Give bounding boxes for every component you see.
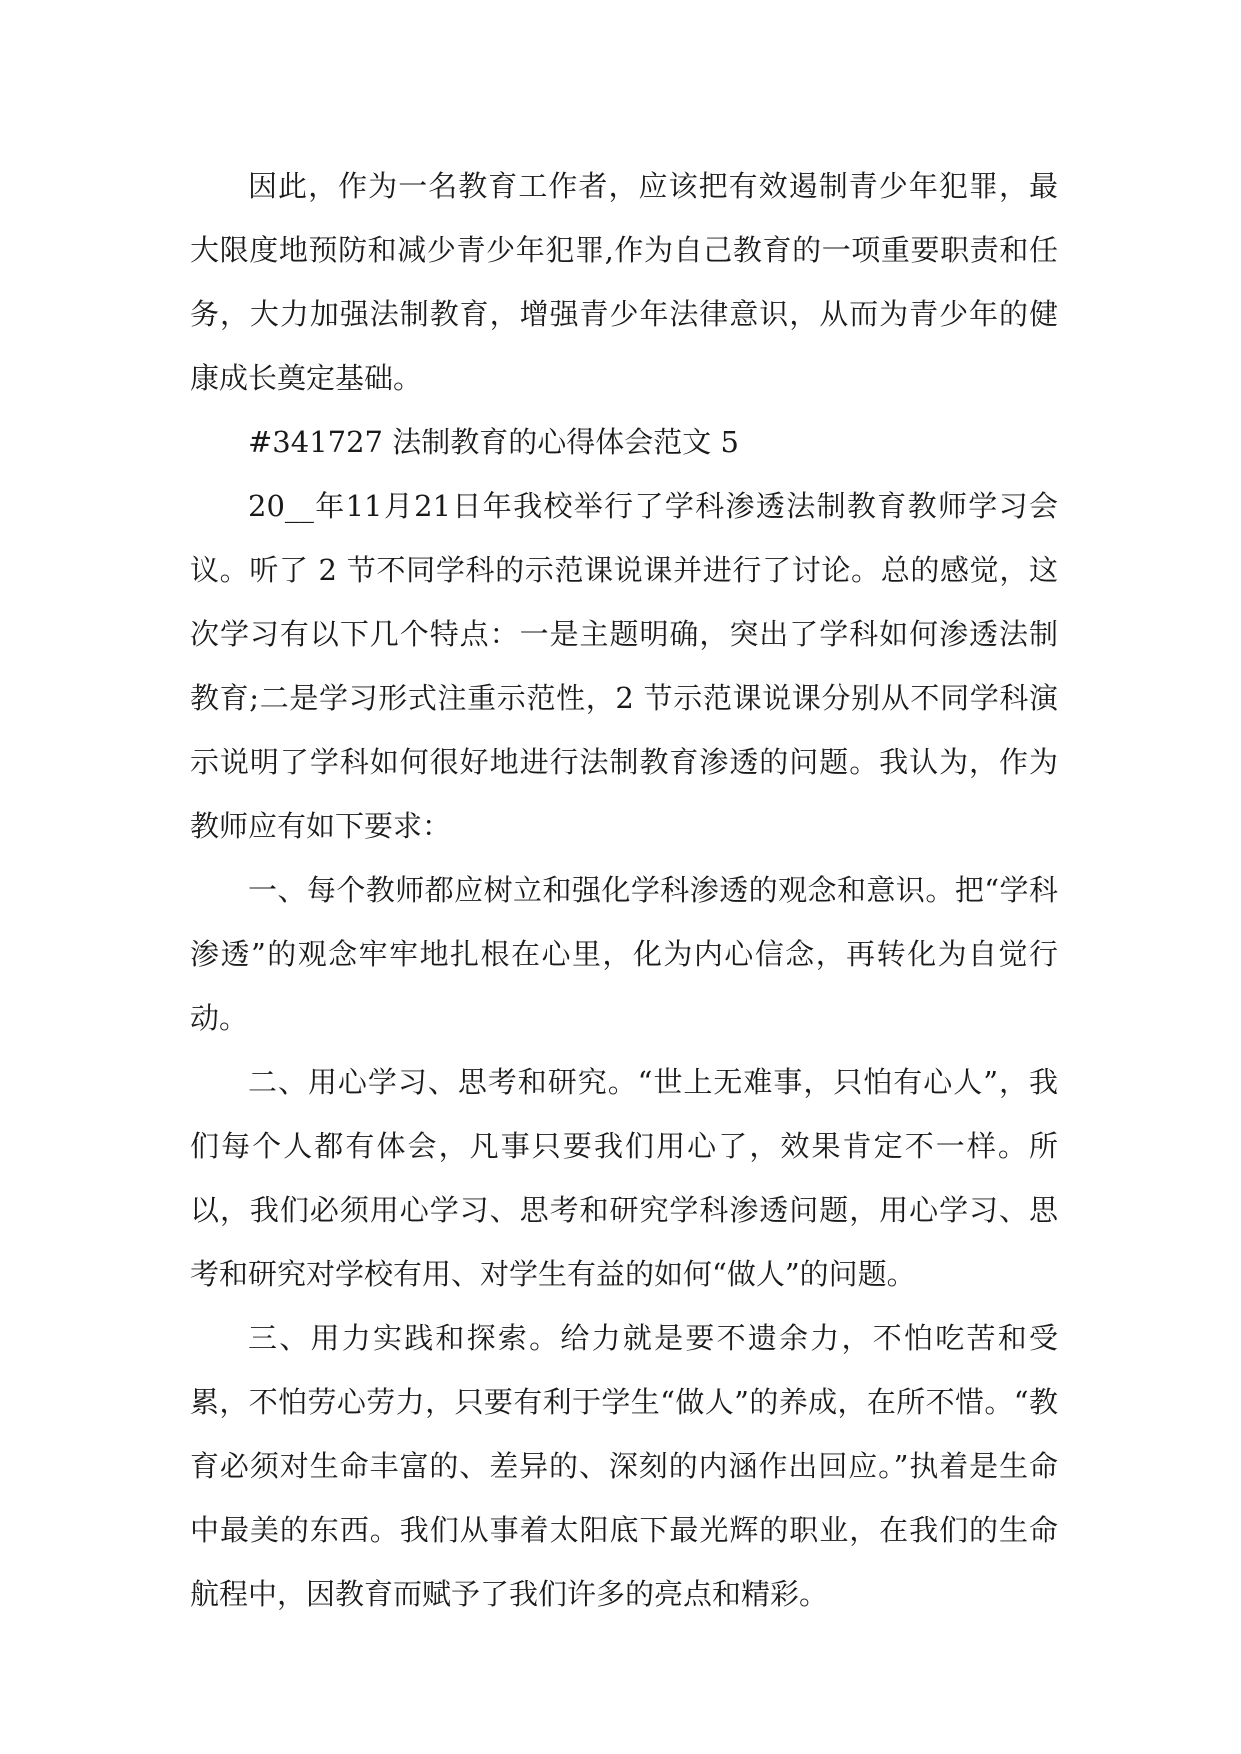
paragraph-point-one: 一、每个教师都应树立和强化学科渗透的观念和意识。把“学科渗透”的观念牢牢地扎根在心里，化为内心信念，再转化为自觉行动。 [190, 873, 1058, 1035]
paragraph-point-three: 三、用力实践和探索。给力就是要不遗余力，不怕吃苦和受累，不怕劳心劳力，只要有利于学生“做人”的养成，在所不惜。“教育必须对生命丰富的、差异的、深刻的内涵作出回应。”执着是生命中最美的东西。我们从事着太阳底下最光辉的职业，在我们的生命航程中，因教育而赋予了我们许多的亮点和精彩。 [190, 1321, 1058, 1611]
paragraph-point-two: 二、用心学习、思考和研究。“世上无难事，只怕有心人”，我们每个人都有体会，凡事只要我们用心了，效果肯定不一样。所以，我们必须用心学习、思考和研究学科渗透问题，用心学习、思考和研究对学校有用、对学生有益的如何“做人”的问题。 [190, 1065, 1058, 1291]
paragraph-conclusion: 因此，作为一名教育工作者，应该把有效遏制青少年犯罪，最大限度地预防和减少青少年犯罪,作为自己教育的一项重要职责和任务，大力加强法制教育，增强青少年法律意识，从而为青少年的健康成长奠定基础。 [190, 169, 1058, 395]
document-page [190, 154, 1058, 1626]
paragraph-intro: 20__年11月21日年我校举行了学科渗透法制教育教师学习会议。听了 2 节不同学科的示范课说课并进行了讨论。总的感觉，这次学习有以下几个特点：一是主题明确，突出了学科如何渗透法制教育;二是学习形式注重示范性，2 节示范课说课分别从不同学科演示说明了学科如何很好地进行法制教育渗透的问题。我认为，作为教师应有如下要求： [190, 489, 1058, 843]
section-heading: #341727 法制教育的心得体会范文 5 [248, 425, 739, 459]
